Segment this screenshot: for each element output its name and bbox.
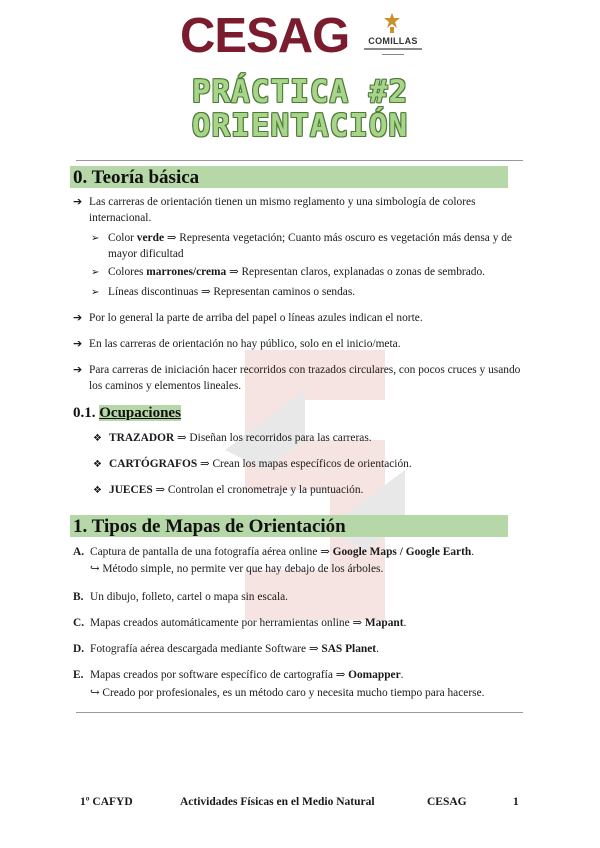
cesag-logo: CESAG <box>180 9 350 63</box>
document-title-line2: ORIENTACIÓN <box>191 108 409 144</box>
caret-right-icon: ➢ <box>91 267 100 278</box>
list-item: ❖ JUECES ⇒ Controlan el cronometraje y la puntuación. <box>93 484 364 496</box>
list-subitem: ➢ Líneas discontinuas ⇒ Representan caminos o sendas. <box>91 286 356 298</box>
list-item-note: ↪ Método simple, no permite ver que hay debajo de los árboles. <box>90 563 384 575</box>
list-item: ❖ CARTÓGRAFOS ⇒ Crean los mapas específicos de orientación. <box>93 458 412 470</box>
comillas-logo <box>358 12 428 64</box>
list-item: D. Fotografía aérea descargada mediante Software ⇒ SAS Planet. <box>73 643 379 655</box>
diamond-bullet-icon: ❖ <box>93 485 102 496</box>
divider <box>76 712 523 713</box>
caret-right-icon: ➢ <box>91 287 100 298</box>
arrow-right-icon: ➔ <box>73 337 83 350</box>
list-subitem: ➢ Color verde ⇒ Representa vegetación; Cuanto más oscuro es vegetación más densa y de mayor dificultad <box>91 232 512 260</box>
footer-school: CESAG <box>427 796 467 808</box>
list-item: A. Captura de pantalla de una fotografía aérea online ⇒ Google Maps / Google Earth. <box>73 546 475 558</box>
list-item: ➔ Por lo general la parte de arriba del papel o líneas azules indican el norte. <box>73 311 423 324</box>
list-item-note: ↪ Creado por profesionales, es un método caro y necesita mucho tiempo para hacerse. <box>90 687 485 699</box>
list-item: ➔ Las carreras de orientación tienen un mismo reglamento y una simbología de colores internacional. <box>73 195 476 224</box>
comillas-logo-text: COMILLAS <box>368 36 418 46</box>
arrow-right-icon: ➔ <box>73 195 83 208</box>
document-title-line1: PRÁCTICA #2 <box>191 74 409 110</box>
section-heading-teoria: 0. Teoría básica <box>73 167 200 188</box>
list-item: B. Un dibujo, folleto, cartel o mapa sin escala. <box>73 591 289 603</box>
arrow-right-icon: ➔ <box>73 363 83 376</box>
list-subitem: ➢ Colores marrones/crema ⇒ Representan claros, explanadas o zonas de sembrado. <box>91 266 485 278</box>
subsection-heading-ocupaciones: 0.1. Ocupaciones <box>73 405 181 421</box>
footer-course: 1º CAFYD <box>80 796 133 808</box>
caret-right-icon: ➢ <box>91 233 100 244</box>
diamond-bullet-icon: ❖ <box>93 459 102 470</box>
footer-page-number: 1 <box>513 796 519 808</box>
section-heading-tipos-mapas: 1. Tipos de Mapas de Orientación <box>73 516 346 537</box>
diamond-bullet-icon: ❖ <box>93 433 102 444</box>
list-item: C. Mapas creados automáticamente por herramientas online ⇒ Mapant. <box>73 617 407 629</box>
list-item: ➔ En las carreras de orientación no hay público, solo en el inicio/meta. <box>73 337 401 350</box>
divider <box>76 160 523 161</box>
list-item: ❖ TRAZADOR ⇒ Diseñan los recorridos para las carreras. <box>93 432 372 444</box>
footer-subject: Actividades Físicas en el Medio Natural <box>180 796 375 808</box>
arrow-right-icon: ➔ <box>73 311 83 324</box>
list-item: E. Mapas creados por software específico de cartografía ⇒ Oomapper. <box>73 669 404 681</box>
comillas-seal-icon <box>382 12 402 34</box>
list-item: ➔ Para carreras de iniciación hacer recorridos con trazados circulares, con pocos cruces y usando los caminos y elementos lineales. <box>73 363 521 392</box>
